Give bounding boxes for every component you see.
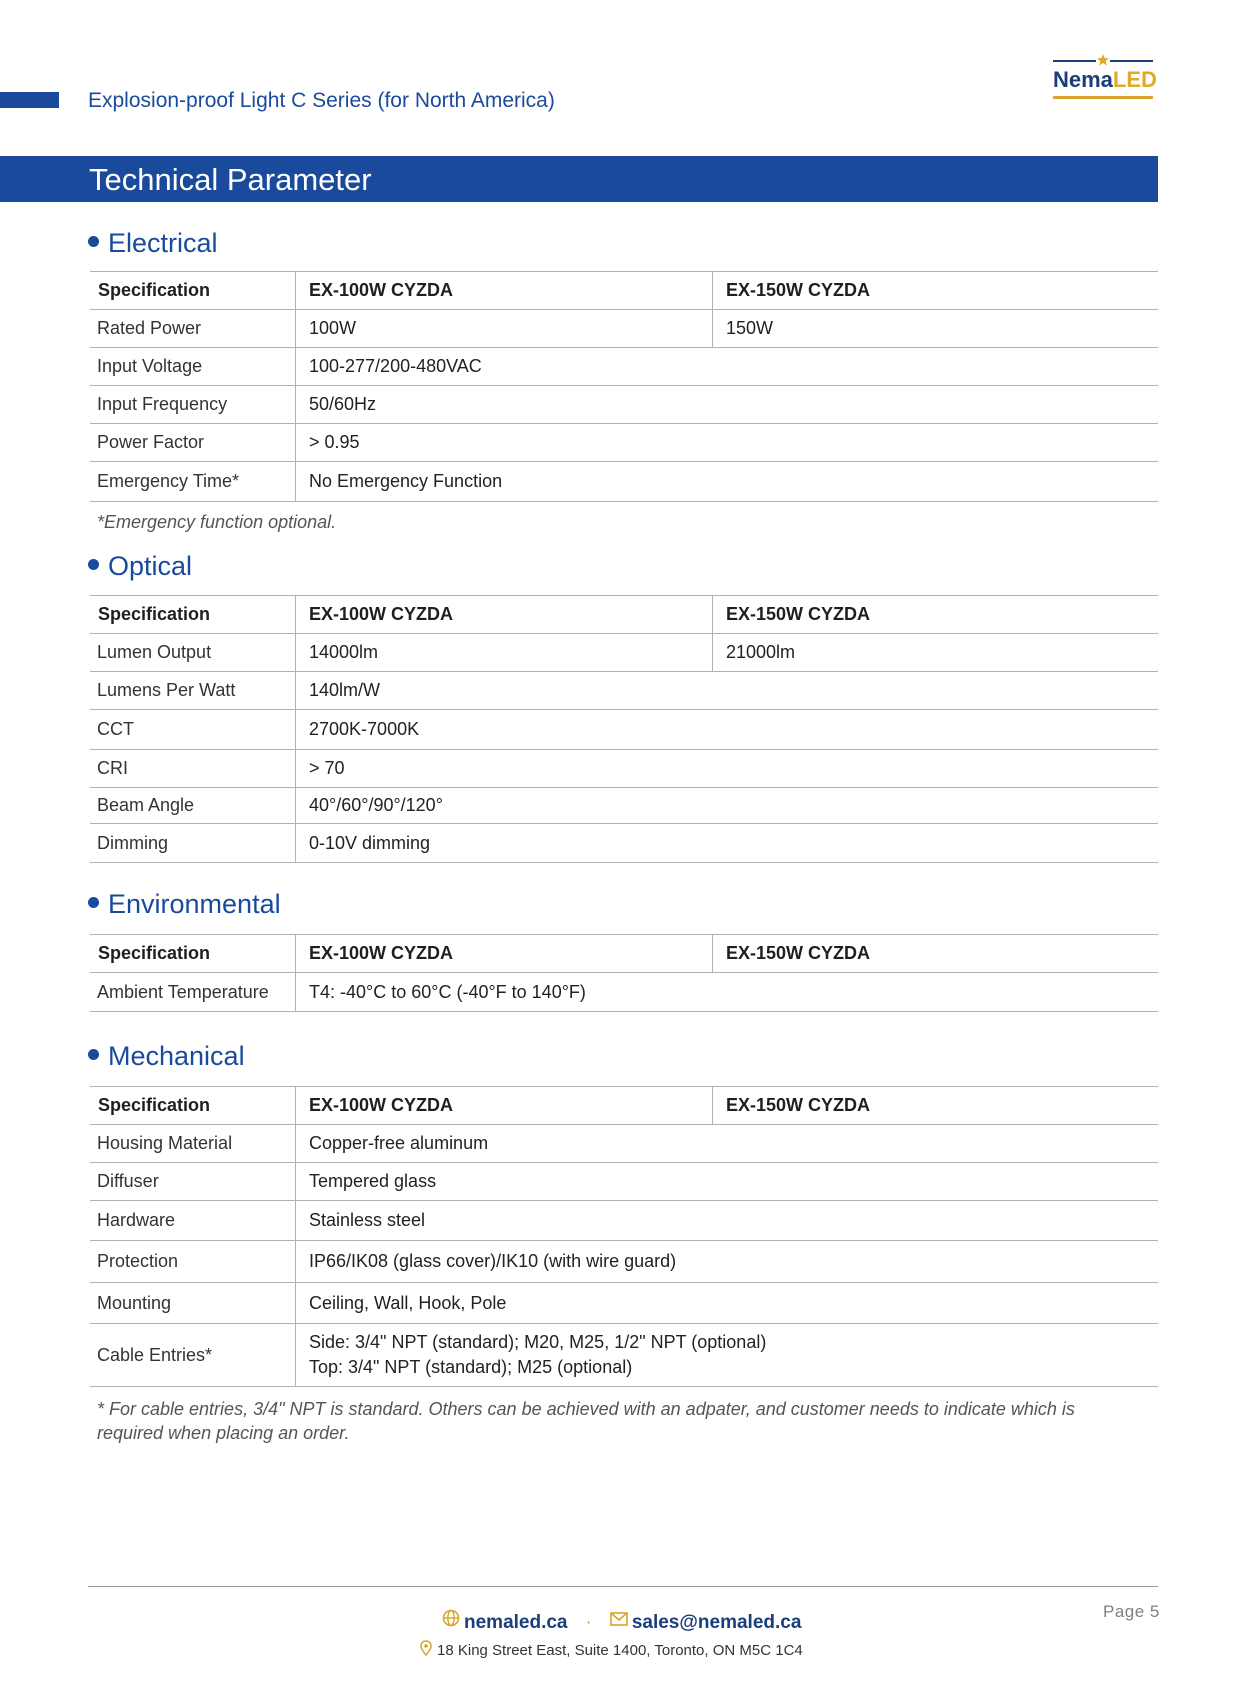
- page-number: Page 5: [1103, 1602, 1160, 1621]
- row-value: 150W: [713, 310, 1159, 348]
- header-cell: EX-100W CYZDA: [296, 272, 713, 310]
- row-value: 2700K-7000K: [296, 710, 1159, 750]
- table-row: [90, 672, 1158, 710]
- table-row: [90, 1324, 1158, 1387]
- bullet-icon: [88, 1049, 99, 1060]
- header-accent-bar: [0, 92, 59, 108]
- row-label: Rated Power: [90, 310, 296, 348]
- row-label: Housing Material: [90, 1125, 296, 1163]
- table-row: [90, 824, 1158, 863]
- table-row: [90, 1163, 1158, 1201]
- row-label: Dimming: [90, 824, 296, 863]
- row-value: 21000lm: [713, 634, 1159, 672]
- bullet-icon: [88, 559, 99, 570]
- row-label: Beam Angle: [90, 788, 296, 824]
- optical-table: [90, 595, 1158, 863]
- table-row: [90, 973, 1158, 1012]
- location-pin-icon: [420, 1640, 432, 1660]
- row-value: Stainless steel: [296, 1201, 1159, 1241]
- logo-bottom-rule: [1053, 96, 1153, 99]
- section-banner: [0, 156, 1158, 202]
- row-label: CCT: [90, 710, 296, 750]
- table-row: [90, 1201, 1158, 1241]
- footer-divider: [88, 1586, 1158, 1587]
- logo-star-icon: [1096, 54, 1110, 66]
- section-heading-mechanical: Mechanical: [88, 1041, 245, 1072]
- table-header-row: [90, 596, 1158, 634]
- table-row: [90, 348, 1158, 386]
- row-value: T4: -40°C to 60°C (-40°F to 140°F): [296, 973, 1159, 1012]
- row-value: Ceiling, Wall, Hook, Pole: [296, 1283, 1159, 1324]
- table-row: [90, 310, 1158, 348]
- row-label: Input Voltage: [90, 348, 296, 386]
- table-row: [90, 634, 1158, 672]
- footer-separator: ·: [585, 1612, 592, 1634]
- header-cell: Specification: [90, 1087, 296, 1125]
- row-value: 140lm/W: [296, 672, 1159, 710]
- logo-wordmark: NemaLED: [1053, 67, 1157, 92]
- row-value: 40°/60°/90°/120°: [296, 788, 1159, 824]
- banner-title: Technical Parameter: [89, 162, 372, 197]
- row-label: Hardware: [90, 1201, 296, 1241]
- website-link[interactable]: nemaled.ca: [464, 1612, 568, 1634]
- row-value: > 70: [296, 750, 1159, 788]
- row-value: > 0.95: [296, 424, 1159, 462]
- row-label: Ambient Temperature: [90, 973, 296, 1012]
- table-row: [90, 424, 1158, 462]
- row-label: Power Factor: [90, 424, 296, 462]
- bullet-icon: [88, 236, 99, 247]
- header-cell: EX-100W CYZDA: [296, 935, 713, 973]
- row-value: IP66/IK08 (glass cover)/IK10 (with wire guard): [296, 1241, 1159, 1283]
- row-value: 50/60Hz: [296, 386, 1159, 424]
- header-cell: Specification: [90, 596, 296, 634]
- environmental-table: [90, 934, 1158, 1012]
- table-row: [90, 1283, 1158, 1324]
- row-label: Lumen Output: [90, 634, 296, 672]
- row-label: Protection: [90, 1241, 296, 1283]
- section-heading-environmental: Environmental: [88, 889, 281, 920]
- footer-address: [420, 1641, 803, 1661]
- header-cell: Specification: [90, 272, 296, 310]
- row-label: Mounting: [90, 1283, 296, 1324]
- address-text: 18 King Street East, Suite 1400, Toronto, ON M5C 1C4: [437, 1641, 803, 1659]
- row-value: 100W: [296, 310, 713, 348]
- table-row: [90, 1125, 1158, 1163]
- table-header-row: [90, 1087, 1158, 1125]
- section-heading-optical: Optical: [88, 551, 192, 582]
- mechanical-footnote: [97, 1397, 1075, 1445]
- mechanical-table: [90, 1086, 1158, 1387]
- row-value: Tempered glass: [296, 1163, 1159, 1201]
- row-value: 100-277/200-480VAC: [296, 348, 1159, 386]
- row-value-line: Top: 3/4" NPT (standard); M25 (optional): [309, 1357, 633, 1377]
- table-header-row: [90, 272, 1158, 310]
- electrical-table: [90, 271, 1158, 502]
- header-cell: EX-150W CYZDA: [713, 596, 1159, 634]
- nemaled-logo: [1050, 54, 1156, 102]
- row-label: Emergency Time*: [90, 462, 296, 502]
- row-label: Cable Entries*: [90, 1324, 296, 1387]
- bullet-icon: [88, 897, 99, 908]
- table-header-row: [90, 935, 1158, 973]
- row-value-line: Side: 3/4" NPT (standard); M20, M25, 1/2" NPT (optional): [309, 1332, 767, 1352]
- header-cell: Specification: [90, 935, 296, 973]
- header-cell: EX-150W CYZDA: [713, 935, 1159, 973]
- electrical-footnote: *Emergency function optional.: [97, 512, 337, 532]
- row-label: Lumens Per Watt: [90, 672, 296, 710]
- table-row: [90, 788, 1158, 824]
- row-value: 14000lm: [296, 634, 713, 672]
- row-value: No Emergency Function: [296, 462, 1159, 502]
- section-heading-electrical: Electrical: [88, 228, 218, 259]
- row-label: CRI: [90, 750, 296, 788]
- row-value: 0-10V dimming: [296, 824, 1159, 863]
- row-label: Diffuser: [90, 1163, 296, 1201]
- header-cell: EX-100W CYZDA: [296, 596, 713, 634]
- row-value: Copper-free aluminum: [296, 1125, 1159, 1163]
- email-link[interactable]: sales@nemaled.ca: [631, 1612, 802, 1634]
- table-row: [90, 1241, 1158, 1283]
- table-row: [90, 750, 1158, 788]
- footer-contact: [442, 1611, 801, 1635]
- header-cell: EX-150W CYZDA: [713, 1087, 1159, 1125]
- footnote-line: * For cable entries, 3/4" NPT is standard. Others can be achieved with an adpater, and customer needs to indicate which is: [97, 1399, 1075, 1419]
- table-row: [90, 710, 1158, 750]
- row-label: Input Frequency: [90, 386, 296, 424]
- header-cell: EX-150W CYZDA: [713, 272, 1159, 310]
- document-title: Explosion-proof Light C Series (for North America): [88, 89, 555, 112]
- row-value: [296, 1324, 1159, 1387]
- table-row: [90, 386, 1158, 424]
- header-cell: EX-100W CYZDA: [296, 1087, 713, 1125]
- globe-icon: [442, 1609, 460, 1633]
- mail-icon: [610, 1610, 628, 1632]
- table-row: [90, 462, 1158, 502]
- footnote-line: required when placing an order.: [97, 1423, 350, 1443]
